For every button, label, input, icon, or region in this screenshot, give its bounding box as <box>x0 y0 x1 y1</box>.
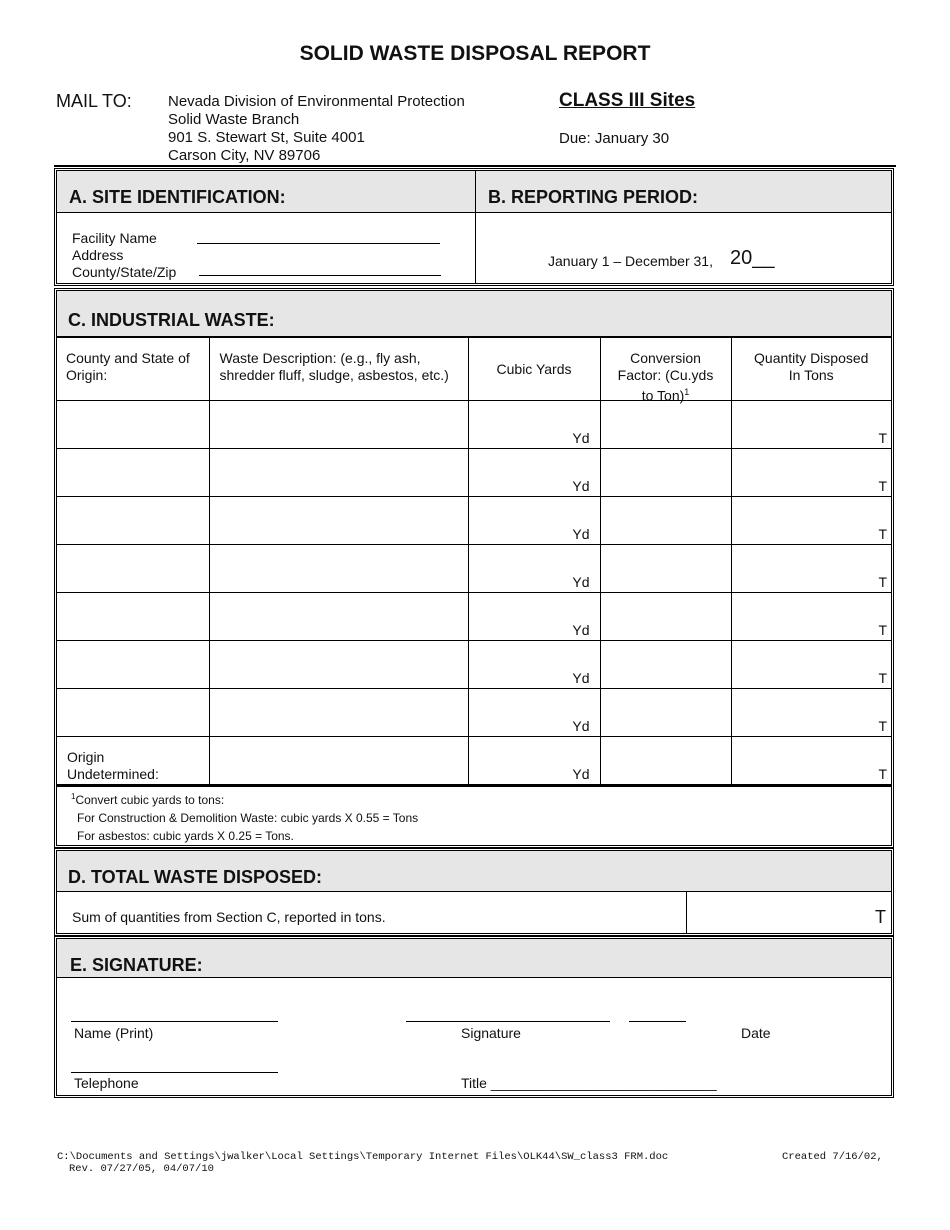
cubic-yards-cell[interactable]: Yd <box>468 593 600 641</box>
county-state-zip-label: County/State/Zip <box>72 264 177 280</box>
tons-cell[interactable]: T <box>731 689 891 737</box>
origin-cell[interactable] <box>57 689 209 737</box>
date-field[interactable] <box>629 1021 686 1022</box>
divider <box>54 165 896 167</box>
table-row <box>57 641 891 689</box>
origin-cell[interactable] <box>57 641 209 689</box>
conversion-cell[interactable] <box>600 401 731 449</box>
conversion-cell[interactable] <box>600 545 731 593</box>
section-c <box>54 288 894 848</box>
conversion-cell[interactable] <box>600 593 731 641</box>
tons-cell[interactable]: T <box>731 737 891 785</box>
county-state-zip-field[interactable] <box>199 275 441 276</box>
table-row <box>57 545 891 593</box>
total-tons-field[interactable]: T <box>875 907 886 927</box>
conversion-cell[interactable] <box>600 449 731 497</box>
conversion-cell[interactable] <box>600 737 731 785</box>
cubic-yards-cell[interactable]: Yd <box>468 449 600 497</box>
reporting-period-text: January 1 – December 31, <box>548 253 713 269</box>
cubic-yards-cell[interactable]: Yd <box>468 497 600 545</box>
signature-label: Signature <box>461 1025 521 1041</box>
origin-cell[interactable] <box>57 449 209 497</box>
origin-cell[interactable] <box>57 401 209 449</box>
cubic-yards-cell[interactable]: Yd <box>468 641 600 689</box>
origin-cell[interactable] <box>57 545 209 593</box>
tons-cell[interactable]: T <box>731 497 891 545</box>
origin-cell[interactable] <box>57 497 209 545</box>
section-c-header <box>57 291 891 337</box>
divider <box>686 892 687 933</box>
file-path-footer: C:\Documents and Settings\jwalker\Local Settings\Temporary Internet Files\OLK44\SW_class3 FRM.doc Rev. 07/27/05, 04/07/10 <box>57 1151 669 1175</box>
due-date: Due: January 30 <box>559 130 670 147</box>
created-date: Created 7/16/02, <box>782 1151 883 1163</box>
cubic-yards-cell[interactable]: Yd <box>468 737 600 785</box>
conversion-cell[interactable] <box>600 641 731 689</box>
address-line: Nevada Division of Environmental Protection <box>168 93 465 110</box>
table-row <box>57 689 891 737</box>
section-b-heading: B. REPORTING PERIOD: <box>488 187 699 207</box>
name-label: Name (Print) <box>74 1025 154 1041</box>
facility-name-field[interactable] <box>197 243 440 244</box>
conversion-cell[interactable] <box>600 497 731 545</box>
title-field[interactable]: Title _____________________________ <box>461 1075 717 1091</box>
column-header: Quantity Disposed In Tons <box>731 338 891 401</box>
section-d-header <box>57 851 891 892</box>
total-description: Sum of quantities from Section C, reported in tons. <box>72 909 386 925</box>
address-line: Solid Waste Branch <box>168 111 300 128</box>
conversion-cell[interactable] <box>600 689 731 737</box>
table-row <box>57 593 891 641</box>
description-cell[interactable] <box>209 689 468 737</box>
telephone-field[interactable] <box>71 1072 278 1073</box>
tons-cell[interactable]: T <box>731 545 891 593</box>
table-header-row <box>57 338 891 401</box>
address-label: Address <box>72 247 124 263</box>
column-header: Cubic Yards <box>468 338 600 401</box>
section-e <box>54 936 894 1098</box>
facility-name-label: Facility Name <box>72 230 157 246</box>
cubic-yards-cell[interactable]: Yd <box>468 401 600 449</box>
section-a-b <box>54 168 894 286</box>
description-cell[interactable] <box>209 497 468 545</box>
tons-cell[interactable]: T <box>731 593 891 641</box>
section-a-b-header <box>57 171 891 213</box>
tons-cell[interactable]: T <box>731 641 891 689</box>
conversion-footnote: $^1$Convert cubic yards to tons: For Construction & Demolition Waste: cubic yards X 0.55 = Tons For asbestos: cubic yards X 0.25 = Tons. <box>71 792 419 843</box>
column-header: Conversion Factor: (Cu.yds to Ton)$^1$ <box>600 338 731 401</box>
table-row <box>57 449 891 497</box>
column-header: Waste Description: (e.g., fly ash, shredder fluff, sludge, asbestos, etc.) <box>209 338 468 401</box>
description-cell[interactable] <box>209 545 468 593</box>
section-e-header <box>57 939 891 978</box>
industrial-waste-table <box>57 337 891 785</box>
section-c-heading: C. INDUSTRIAL WASTE: <box>68 310 275 330</box>
column-header: County and State of Origin: <box>57 338 209 401</box>
description-cell[interactable] <box>209 641 468 689</box>
class-label: CLASS III Sites <box>559 90 696 111</box>
section-e-heading: E. SIGNATURE: <box>70 955 203 975</box>
origin-undetermined-cell: Origin Undetermined: <box>57 737 209 785</box>
table-row <box>57 737 891 785</box>
tons-cell[interactable]: T <box>731 401 891 449</box>
telephone-label: Telephone <box>74 1075 139 1091</box>
address-line: 901 S. Stewart St, Suite 4001 <box>168 129 365 146</box>
page-title: SOLID WASTE DISPOSAL REPORT <box>299 42 651 65</box>
section-d-heading: D. TOTAL WASTE DISPOSED: <box>68 867 323 887</box>
mail-to-label: MAIL TO: <box>56 91 132 111</box>
table-row <box>57 497 891 545</box>
cubic-yards-cell[interactable]: Yd <box>468 689 600 737</box>
section-a-heading: A. SITE IDENTIFICATION: <box>69 187 286 207</box>
description-cell[interactable] <box>209 593 468 641</box>
mailing-address <box>168 93 465 165</box>
table-row <box>57 401 891 449</box>
origin-cell[interactable] <box>57 593 209 641</box>
description-cell[interactable] <box>209 449 468 497</box>
description-cell[interactable] <box>209 737 468 785</box>
description-cell[interactable] <box>209 401 468 449</box>
name-field[interactable] <box>71 1021 278 1022</box>
address-line: Carson City, NV 89706 <box>168 147 321 164</box>
tons-cell[interactable]: T <box>731 449 891 497</box>
divider <box>475 171 476 283</box>
date-label: Date <box>741 1025 771 1041</box>
reporting-year-field[interactable]: 20__ <box>730 247 775 269</box>
section-d <box>54 848 894 936</box>
cubic-yards-cell[interactable]: Yd <box>468 545 600 593</box>
signature-field[interactable] <box>406 1021 610 1022</box>
divider <box>57 785 891 787</box>
